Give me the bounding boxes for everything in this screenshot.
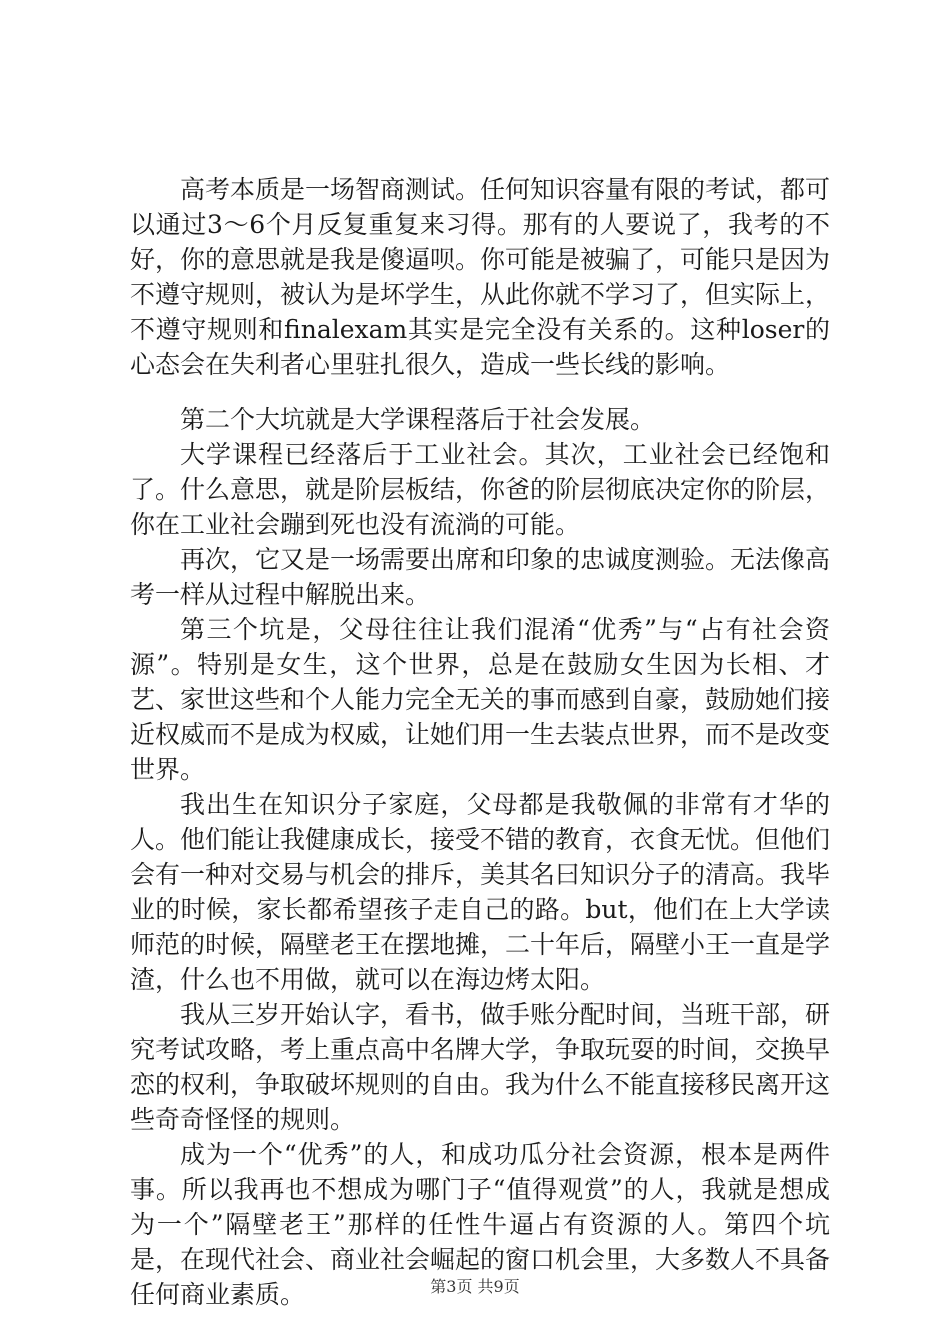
- paragraph: 大学课程已经落后于工业社会。其次，工业社会已经饱和了。什么意思，就是阶层板结，你爸的阶层彻底决定你的阶层，你在工业社会蹦到死也没有流淌的可能。: [130, 440, 831, 539]
- document-body: [130, 172, 830, 1312]
- page-number-footer: 第3页 共9页: [430, 1277, 520, 1296]
- paragraph: 我从三岁开始认字，看书，做手账分配时间，当班干部，研究考试攻略，考上重点高中名牌大学，争取玩耍的时间，交换早恋的权利，争取破坏规则的自由。我为什么不能直接移民离开这些奇奇怪怪的规则。: [130, 1000, 831, 1134]
- paragraph: 第三个坑是，父母往往让我们混淆“优秀”与“占有社会资源”。特别是女生，这个世界，总是在鼓励女生因为长相、才艺、家世这些和个人能力完全无关的事而感到自豪，鼓励她们接近权威而不是成为权威，让她们用一生去装点世界，而不是改变世界。: [130, 615, 831, 784]
- paragraph: 成为一个“优秀”的人，和成功瓜分社会资源，根本是两件事。所以我再也不想成为哪门子“值得观赏”的人，我就是想成为一个”隔壁老王”那样的任性牛逼占有资源的人。第四个坑是，在现代社会、商业社会崛起的窗口机会里，大多数人不具备任何商业素质。: [130, 1140, 831, 1309]
- paragraph: 高考本质是一场智商测试。任何知识容量有限的考试，都可以通过3～6个月反复重复来习得。那有的人要说了，我考的不好，你的意思就是我是傻逼呗。你可能是被骗了，可能只是因为不遵守规则，被认为是坏学生，从此你就不学习了，但实际上，不遵守规则和finalexam其实是完全没有关系的。这种loser的心态会在失利者心里驻扎很久，造成一些长线的影响。: [130, 175, 831, 379]
- paragraph-gap: [130, 382, 830, 402]
- paragraph: 第二个大坑就是大学课程落后于社会发展。: [180, 405, 656, 434]
- paragraph: 我出生在知识分子家庭，父母都是我敬佩的非常有才华的人。他们能让我健康成长，接受不错的教育，衣食无忧。但他们会有一种对交易与机会的排斥，美其名曰知识分子的清高。我毕业的时候，家长都希望孩子走自己的路。but，他们在上大学读师范的时候，隔壁老王在摆地摊，二十年后，隔壁小王一直是学渣，什么也不用做，就可以在海边烤太阳。: [130, 790, 831, 994]
- paragraph: 再次，它又是一场需要出席和印象的忠诚度测验。无法像高考一样从过程中解脱出来。: [130, 545, 831, 609]
